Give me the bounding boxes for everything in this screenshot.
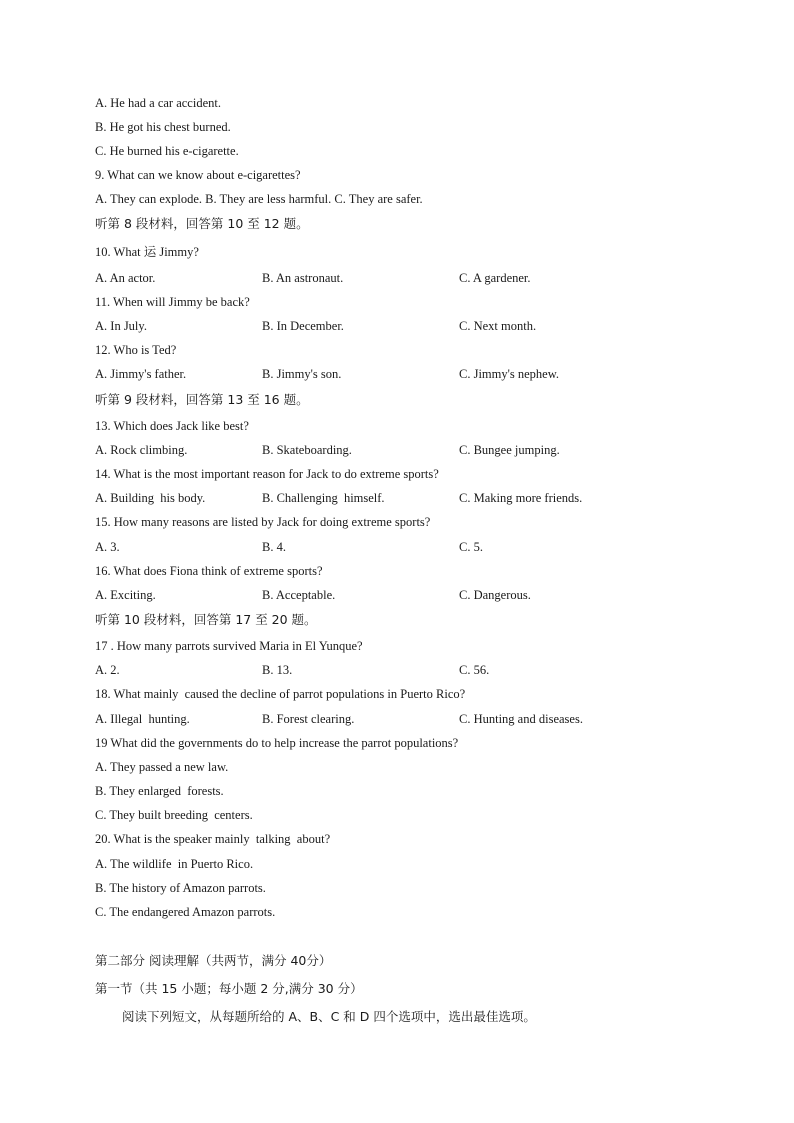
q19-option-c: C. They built breeding centers. [95,808,253,822]
q16-question: 16. What does Fiona think of extreme sports? [95,564,323,578]
q19-question: 19 What did the governments do to help increase the parrot populations? [95,736,459,750]
q18-options [95,711,715,727]
q9-options: A. They can explode. B. They are less harmful. C. They are safer. [95,192,423,206]
q12-option-c: C. Jimmy's nephew. [459,367,560,381]
q14-option-b: B. Challenging himself. [262,491,385,505]
q11-options [95,318,715,334]
q11-question: 11. When will Jimmy be back? [95,295,250,309]
q17-option-a: A. 2. [95,663,120,677]
q13-options [95,442,715,458]
q19-option-b: B. They enlarged forests. [95,784,224,798]
q20-question: 20. What is the speaker mainly talking about? [95,832,331,846]
q17-option-c: C. 56. [459,663,490,677]
q16-option-a: A. Exciting. [95,588,156,602]
q13-option-c: C. Bungee jumping. [459,443,560,457]
q18-question: 18. What mainly caused the decline of parrot populations in Puerto Rico? [95,687,466,701]
q15-option-b: B. 4. [262,540,286,554]
q12-option-a: A. Jimmy's father. [95,367,187,381]
q15-question: 15. How many reasons are listed by Jack for doing extreme sports? [95,515,431,529]
q14-options [95,490,715,506]
q17-options [95,662,715,678]
q20-option-a: A. The wildlife in Puerto Rico. [95,857,254,871]
part2-section1-heading: 第一节（共 15 小题；每小题 2 分,满分 30 分） [95,981,363,996]
q13-question: 13. Which does Jack like best? [95,419,249,433]
q15-option-c: C. 5. [459,540,483,554]
part2-instruction: 阅读下列短文，从每题所给的 A、B、C 和 D 四个选项中，选出最佳选项。 [122,1009,536,1024]
q8-option-c: C. He burned his e-cigarette. [95,144,239,158]
q16-options [95,587,715,603]
q15-options [95,539,715,555]
q10-option-b: B. An astronaut. [262,271,344,285]
q20-option-c: C. The endangered Amazon parrots. [95,905,276,919]
q12-question: 12. Who is Ted? [95,343,177,357]
q10-options [95,270,715,286]
q10-option-a: A. An actor. [95,271,156,285]
q11-option-b: B. In December. [262,319,344,333]
q14-option-c: C. Making more friends. [459,491,583,505]
q14-question: 14. What is the most important reason for Jack to do extreme sports? [95,467,439,481]
q19-option-a: A. They passed a new law. [95,760,229,774]
q18-option-a: A. Illegal hunting. [95,712,190,726]
q13-option-b: B. Skateboarding. [262,443,352,457]
q16-option-b: B. Acceptable. [262,588,336,602]
q20-option-b: B. The history of Amazon parrots. [95,881,266,895]
part2-title: 第二部分 阅读理解（共两节，满分 40分） [95,953,332,968]
q14-option-a: A. Building his body. [95,491,206,505]
q9-question: 9. What can we know about e-cigarettes? [95,168,301,182]
q11-option-a: A. In July. [95,319,147,333]
q8-option-a: A. He had a car accident. [95,96,221,110]
q16-option-c: C. Dangerous. [459,588,531,602]
q18-option-b: B. Forest clearing. [262,712,355,726]
q12-option-b: B. Jimmy's son. [262,367,342,381]
section10-heading: 听第 10 段材料，回答第 17 至 20 题。 [95,612,317,627]
q17-option-b: B. 13. [262,663,293,677]
q13-option-a: A. Rock climbing. [95,443,188,457]
q10-option-c: C. A gardener. [459,271,531,285]
q10-question: 10. What 运 Jimmy? [95,245,199,259]
q17-question: 17 . How many parrots survived Maria in El Yunque? [95,639,363,653]
q8-option-b: B. He got his chest burned. [95,120,231,134]
q12-options [95,366,715,382]
q15-option-a: A. 3. [95,540,120,554]
section8-heading: 听第 8 段材料，回答第 10 至 12 题。 [95,216,309,231]
q18-option-c: C. Hunting and diseases. [459,712,583,726]
section9-heading: 听第 9 段材料，回答第 13 至 16 题。 [95,392,309,407]
q11-option-c: C. Next month. [459,319,537,333]
